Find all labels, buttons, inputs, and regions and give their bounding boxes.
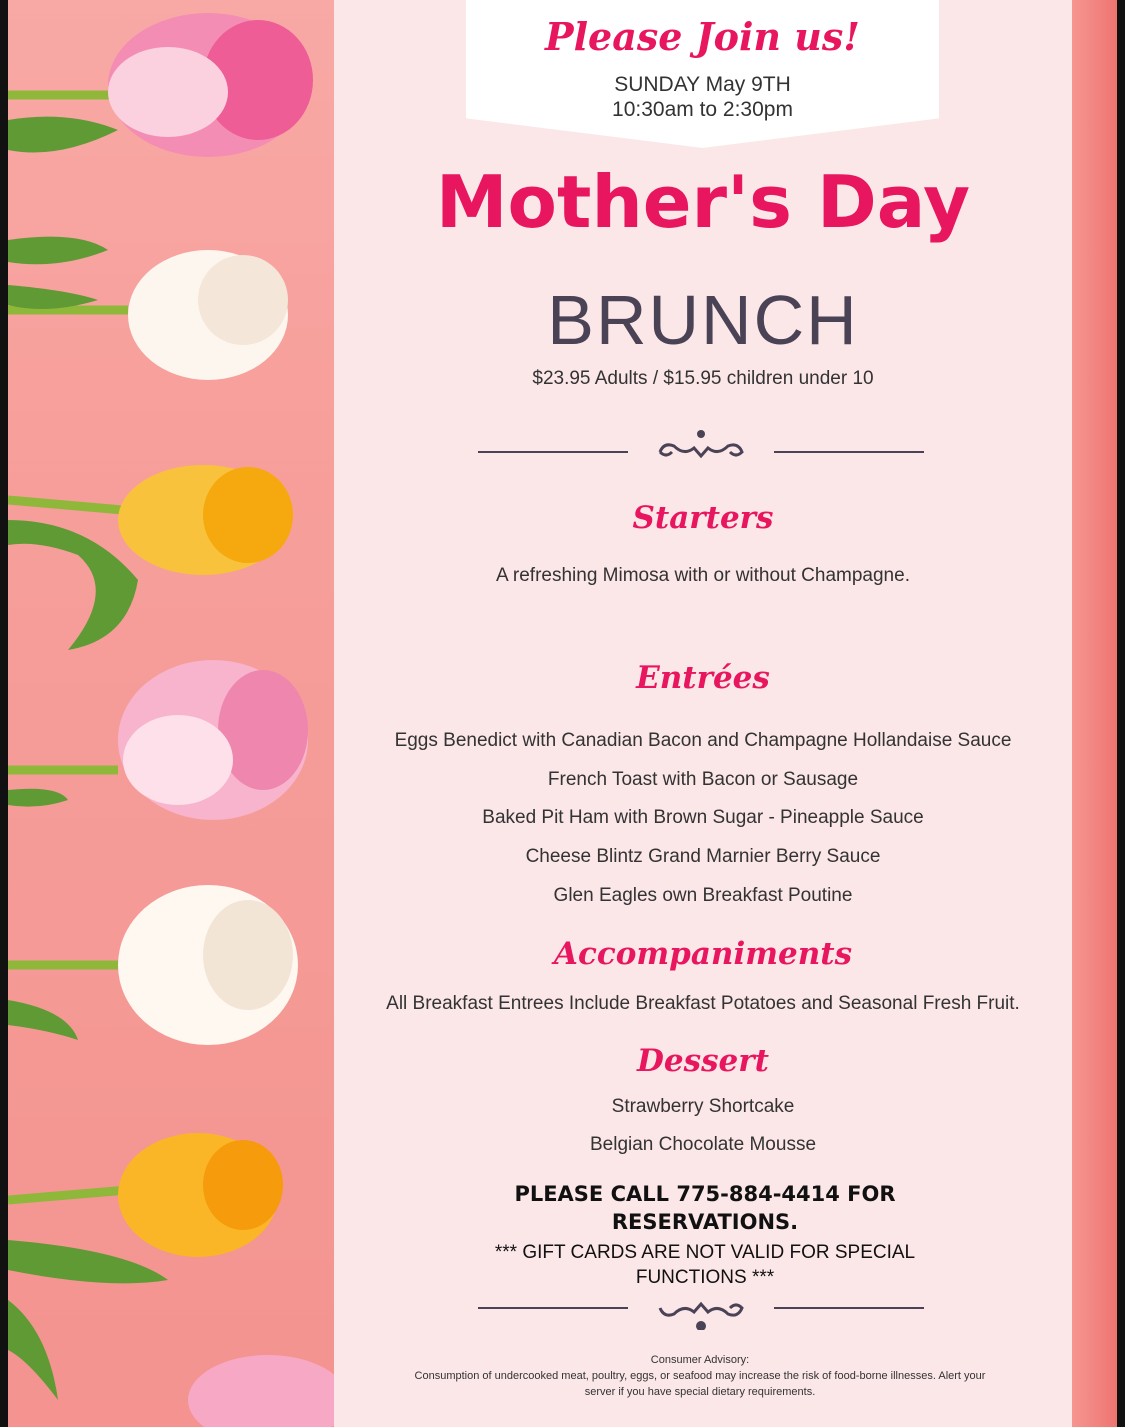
advisory-title: Consumer Advisory:: [650, 1354, 750, 1366]
entree-item: Baked Pit Ham with Brown Sugar - Pineapple Sauce: [482, 807, 924, 828]
flourish-icon: [660, 430, 742, 456]
left-border: [0, 0, 8, 1427]
entree-item: Glen Eagles own Breakfast Poutine: [553, 885, 853, 906]
price-info: $23.95 Adults / $15.95 children under 10: [532, 368, 874, 389]
tulip-pink-3: [188, 1355, 334, 1427]
reservation-call-2: RESERVATIONS.: [611, 1210, 799, 1234]
divider-bottom: [478, 1296, 924, 1330]
gift-card-notice-2: FUNCTIONS ***: [635, 1267, 775, 1288]
dessert-item: Strawberry Shortcake: [611, 1096, 795, 1117]
gift-card-notice: *** GIFT CARDS ARE NOT VALID FOR SPECIAL: [494, 1242, 916, 1263]
right-border: [1117, 0, 1125, 1427]
right-panel: [1072, 0, 1117, 1427]
event-time: 10:30am to 2:30pm: [612, 98, 793, 121]
entree-item: Eggs Benedict with Canadian Bacon and Champagne Hollandaise Sauce: [394, 730, 1012, 751]
dessert-item: Belgian Chocolate Mousse: [589, 1134, 817, 1155]
tulip-white-2: [118, 885, 298, 1045]
invite-heading: Please Join us!: [545, 14, 860, 59]
section-heading-accompaniments: Accompaniments: [553, 936, 853, 972]
tulip-yellow-2: [118, 1133, 283, 1257]
entree-item: Cheese Blintz Grand Marnier Berry Sauce: [525, 846, 881, 867]
flourish-icon: [660, 1304, 742, 1330]
event-day: SUNDAY May 9TH: [614, 73, 791, 96]
entree-item: French Toast with Bacon or Sausage: [547, 769, 859, 790]
section-heading-starters: Starters: [632, 500, 774, 536]
reservation-call: PLEASE CALL 775-884-4414 FOR: [514, 1182, 896, 1206]
tulip-pink-1: [108, 13, 313, 157]
starter-item: A refreshing Mimosa with or without Champagne.: [496, 565, 910, 586]
section-heading-dessert: Dessert: [637, 1043, 769, 1079]
page-subtitle: BRUNCH: [547, 281, 859, 359]
section-heading-entrees: Entrées: [636, 660, 770, 696]
tulip-illustration: [8, 0, 334, 1427]
divider-top: [478, 430, 924, 464]
page-title: Mother's Day: [435, 160, 971, 244]
tulip-yellow-1: [118, 465, 293, 575]
tulip-pink-2: [118, 660, 308, 820]
advisory-text: Consumption of undercooked meat, poultry, eggs, or seafood may increase the risk of food-borne illnesses. Alert your: [414, 1370, 986, 1382]
tulip-panel: [8, 0, 334, 1427]
advisory-text-2: server if you have special dietary requirements.: [584, 1386, 816, 1398]
tulip-white-1: [128, 250, 288, 380]
accompaniment-item: All Breakfast Entrees Include Breakfast Potatoes and Seasonal Fresh Fruit.: [386, 993, 1020, 1014]
